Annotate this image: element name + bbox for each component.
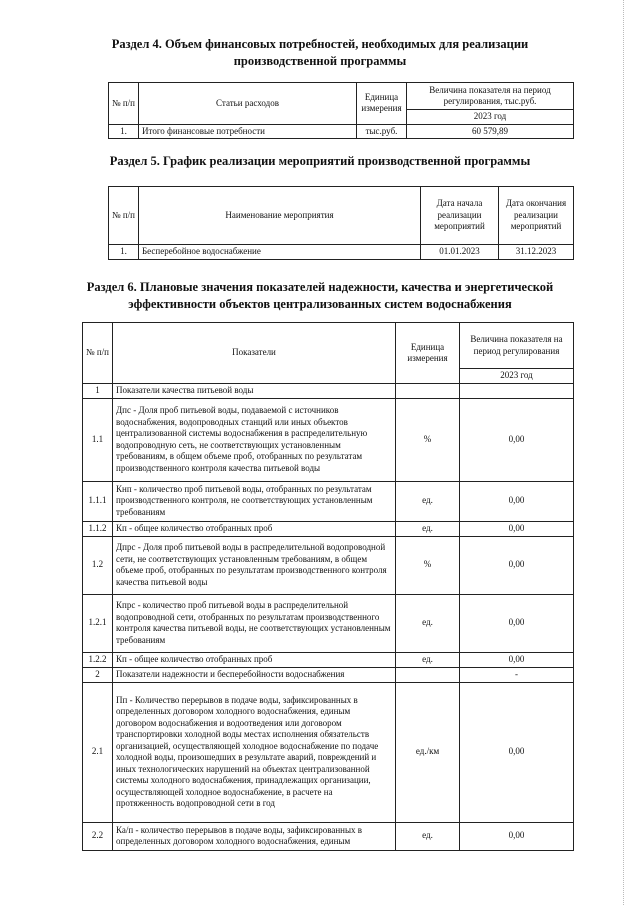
- row-value: 60 579,89: [407, 124, 574, 139]
- table-row: [83, 682, 574, 822]
- table-row: [83, 521, 574, 536]
- header-num: № п/п: [109, 187, 139, 245]
- schedule-table: [108, 186, 574, 260]
- row-unit: ед.: [396, 521, 460, 536]
- row-item: Итого финансовые потребности: [139, 124, 357, 139]
- header-item: Статьи расходов: [139, 83, 357, 125]
- header-value: Величина показателя на период регулирования: [460, 323, 574, 369]
- row-num: 1.1.2: [83, 521, 113, 536]
- finance-table: [108, 82, 574, 139]
- indicators-table: [82, 322, 574, 851]
- row-num: 1.: [109, 124, 139, 139]
- header-unit: Единица измерения: [357, 83, 407, 125]
- row-indicator: Показатели надежности и бесперебойности водоснабжения: [113, 667, 396, 682]
- header-end: Дата окончания реализации мероприятий: [499, 187, 574, 245]
- row-num: 2.2: [83, 822, 113, 850]
- row-num: 1.: [109, 245, 139, 260]
- row-value: 0,00: [460, 682, 574, 822]
- row-value: -: [460, 667, 574, 682]
- row-value: 0,00: [460, 481, 574, 521]
- row-value: 0,00: [460, 398, 574, 481]
- table-row: [83, 594, 574, 652]
- section-5-title: Раздел 5. График реализации мероприятий производственной программы: [109, 154, 531, 168]
- section-4-title: Раздел 4. Объем финансовых потребностей, необходимых для реализации производственной программы: [111, 37, 529, 68]
- row-num: 1.2.2: [83, 652, 113, 667]
- table-row: [83, 481, 574, 521]
- row-indicator: Кпрс - количество проб питьевой воды в распределительной водопроводной сети, отобранных по результатам производственного контроля качества питьевой воды, не соответствующих установленным требованиям: [113, 594, 396, 652]
- row-end: 31.12.2023: [499, 245, 574, 260]
- header-value: Величина показателя на период регулирования, тыс.руб.: [407, 83, 574, 110]
- row-num: 1.2.1: [83, 594, 113, 652]
- table-row: [109, 245, 574, 260]
- row-indicator: Кп - общее количество отобранных проб: [113, 652, 396, 667]
- row-unit: ед.: [396, 822, 460, 850]
- header-num: № п/п: [83, 323, 113, 384]
- header-indicator: Показатели: [113, 323, 396, 384]
- table-row: [83, 652, 574, 667]
- header-unit: Единица измерения: [396, 323, 460, 384]
- row-value: 0,00: [460, 521, 574, 536]
- row-num: 1.2: [83, 536, 113, 594]
- row-indicator: Дпрс - Доля проб питьевой воды в распределительной водопроводной сети, не соответствующих установленным требованиям, в общем объеме проб, отобранных по результатам производственного контроля качества питьевой воды: [113, 536, 396, 594]
- row-value: 0,00: [460, 652, 574, 667]
- row-num: 2.1: [83, 682, 113, 822]
- row-unit: %: [396, 398, 460, 481]
- row-value: 0,00: [460, 822, 574, 850]
- row-unit: ед.: [396, 481, 460, 521]
- row-indicator: Ка/п - количество перерывов в подаче воды, зафиксированных в определенных договором холодного водоснабжения, единым: [113, 822, 396, 850]
- row-value: 0,00: [460, 594, 574, 652]
- table-row: [83, 536, 574, 594]
- header-start: Дата начала реализации мероприятий: [421, 187, 499, 245]
- table-row: [83, 822, 574, 850]
- table-row: [83, 667, 574, 682]
- row-unit: [396, 384, 460, 399]
- row-indicator: Пп - Количество перерывов в подаче воды, зафиксированных в определенных договором холодного водоснабжения, единым договором водоснабжения и водоотведения или договором транспортировки холодной воды местах исполнения обязательств организацией, осуществляющей холодное водоснабжение по подаче холодной воды, произошедших в результате аварий, повреждений и иных технологических нарушений на объектах централизованной системы холодного водоснабжения, принадлежащих организации, осуществляющей холодное водоснабжение, в расчете на протяженность водопроводной сети в год: [113, 682, 396, 822]
- row-num: 1.1.1: [83, 481, 113, 521]
- row-num: 1.1: [83, 398, 113, 481]
- row-unit: %: [396, 536, 460, 594]
- row-indicator: Кп - общее количество отобранных проб: [113, 521, 396, 536]
- row-unit: ед.: [396, 652, 460, 667]
- row-value: 0,00: [460, 536, 574, 594]
- row-indicator: Дпс - Доля проб питьевой воды, подаваемой с источников водоснабжения, водопроводных станций или иных объектов централизованной системы водоснабжения в распределительную водопроводную сеть, не соответствующих установленным требованиям, в общем объеме проб, отобранных по результатам производственного контроля качества питьевой воды: [113, 398, 396, 481]
- row-unit: тыс.руб.: [357, 124, 407, 139]
- header-year: 2023 год: [460, 369, 574, 384]
- header-name: Наименование мероприятия: [139, 187, 421, 245]
- row-name: Бесперебойное водоснабжение: [139, 245, 421, 260]
- section-6-title: Раздел 6. Плановые значения показателей надежности, качества и энергетической эффективности объектов централизованных систем водоснабжения: [86, 280, 554, 311]
- scan-edge-dots: [621, 0, 624, 905]
- row-num: 2: [83, 667, 113, 682]
- header-num: № п/п: [109, 83, 139, 125]
- table-row: [83, 398, 574, 481]
- row-start: 01.01.2023: [421, 245, 499, 260]
- row-value: [460, 384, 574, 399]
- row-indicator: Показатели качества питьевой воды: [113, 384, 396, 399]
- row-unit: ед.: [396, 594, 460, 652]
- row-unit: ед./км: [396, 682, 460, 822]
- table-row: [83, 384, 574, 399]
- row-num: 1: [83, 384, 113, 399]
- table-row: [109, 124, 574, 139]
- header-year: 2023 год: [407, 110, 574, 125]
- row-unit: [396, 667, 460, 682]
- row-indicator: Кнп - количество проб питьевой воды, отобранных по результатам производственного контроля, не соответствующих установленным требованиям: [113, 481, 396, 521]
